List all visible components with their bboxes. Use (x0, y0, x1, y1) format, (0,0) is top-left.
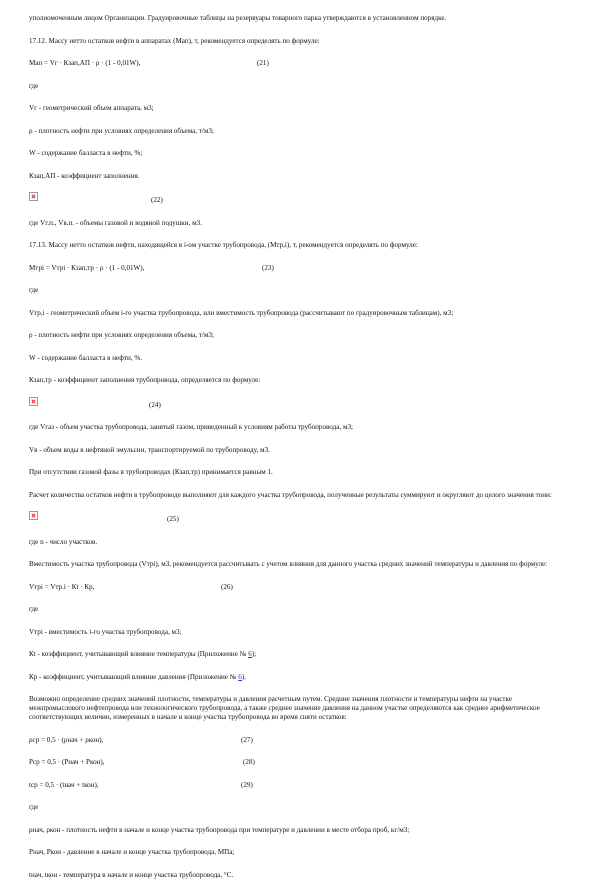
paragraph-text: Кt - коэффициент, учитывающий влияние температуры (Приложение № (29, 650, 249, 658)
formula-29 (29, 781, 569, 790)
paragraph: 17.13. Массу нетто остатков нефти, находящейся в i-ом участке трубопровода, (Мтр,i), т, рекомендуется определять по формуле: (29, 241, 418, 249)
broken-image-icon (29, 511, 38, 520)
paragraph: Кзап,тр - коэффициент заполнения трубопровода, определяется по формуле: (29, 376, 261, 384)
paragraph: Vтрi - вместимость i-го участка трубопровода, м3; (29, 627, 182, 636)
broken-image-icon (29, 192, 38, 201)
formula-number: (26) (221, 582, 233, 591)
paragraph: где n - число участков. (29, 537, 98, 546)
paragraph: ρ - плотность нефти при условиях определения объема, т/м3; (29, 331, 214, 339)
formula-21 (29, 59, 569, 68)
formula-text: Vтрi = Vтр.i · Кt · Кр, (29, 582, 95, 591)
paragraph: уполномоченным лицом Организации. Градуировочные таблицы на резервуары товарного парка утверждаются в установленном порядке. (29, 14, 447, 22)
paragraph: где Vгаз - объем участка трубопровода, занятый газом, приведенный к условиям работы трубопровода, м3; (29, 423, 353, 431)
formula-22 (29, 194, 569, 205)
formula-23 (29, 264, 569, 273)
formula-24 (29, 399, 569, 410)
formula-number: (27) (241, 735, 253, 744)
formula-number: (25) (167, 515, 179, 523)
paragraph-text: Кр - коэффициент, учитывающий влияние давления (Приложение № (29, 672, 239, 681)
paragraph: 17.12. Массу нетто остатков нефти в аппаратах (Мап), т, рекомендуется определять по формуле: (29, 36, 320, 45)
appendix-6-link[interactable]: 6 (248, 650, 252, 658)
formula-number: (23) (262, 263, 274, 272)
appendix-6-link[interactable]: 6 (238, 672, 242, 681)
paragraph: Vтр,i - геометрический объем i-го участка трубопровода, или вместимость трубопровода (рассчитывают по градуировочным таблицам), м3; (29, 308, 454, 317)
formula-text: Рср = 0,5 · (Рнач + Ркон), (29, 758, 105, 766)
formula-number: (24) (149, 400, 161, 409)
formula-number: (29) (241, 780, 253, 789)
formula-text: Мап = Vг · Кзап,АП · ρ · (1 - 0,01W), (29, 59, 141, 67)
paragraph: где (29, 605, 39, 613)
formula-text: Мтрi = Vтрi · Кзап,тр · ρ · (1 - 0,01W), (29, 263, 145, 272)
paragraph: tнач, tкон - температура в начале и конце участка трубопровода, °С. (29, 870, 234, 879)
paragraph: Вместимость участка трубопровода (Vтрi), м3, рекомендуется рассчитывать с учетом влияния для данного участка средних значений температуры и давления по формуле: (29, 560, 548, 568)
paragraph: Возможно определение средних значений плотности, температуры и давления расчетным путем. Средние значения плотности и температуры нефти на участке межпромыслового нефтепровода или технологического трубопровода, а также среднее значение давления на данном участке определяются как среднее арифметическое соответствующих величин, измеренных в начале и конце участка трубопровода во время сняти остатков: (29, 695, 540, 721)
paragraph-text: ); (251, 650, 257, 658)
formula-27 (29, 736, 569, 745)
paragraph: где Vг.п., Vв.п. - объемы газовой и водяной подушки, м3. (29, 218, 202, 227)
paragraph: где (29, 803, 39, 811)
paragraph: При отсутствии газовой фазы в трубопроводах (Кзап,тр) принимается равным 1. (29, 468, 273, 476)
formula-text: tср = 0,5 · (tнач + tкон), (29, 780, 99, 789)
paragraph: Расчет количества остатков нефти в трубопроводе выполняют для каждого участка трубопровода, полученные результаты суммируют и округляют до целого значения тонн: (29, 490, 552, 499)
broken-image-icon (29, 397, 38, 406)
formula-number: (21) (257, 59, 269, 67)
paragraph: ρнач, ρкон - плотность нефти в начале и конце участка трубопровода при температуре и давлении в месте отбора проб, кг/м3; (29, 825, 410, 834)
paragraph: Рнач, Ркон - давление в начале и конце участка трубопровода, МПа; (29, 848, 235, 856)
formula-25 (29, 513, 569, 524)
paragraph: Кзап,АП - коэффициент заполнения. (29, 171, 140, 180)
paragraph: ρ - плотность нефти при условиях определения объема, т/м3; (29, 126, 214, 135)
formula-number: (22) (151, 196, 163, 204)
paragraph: Vг - геометрический объем аппарата, м3; (29, 104, 154, 112)
paragraph (29, 673, 569, 682)
formula-text: ρср = 0,5 · (ρнач + ρкон), (29, 735, 104, 744)
paragraph: W - содержание балласта в нефти, %. (29, 353, 143, 362)
paragraph: где (29, 81, 39, 90)
document-body (29, 14, 569, 893)
formula-number: (28) (243, 758, 255, 766)
formula-28 (29, 758, 569, 767)
paragraph: Vв - объем воды в нефтяной эмульсии, транспортируемой по трубопроводу, м3. (29, 445, 270, 454)
formula-26 (29, 583, 569, 592)
paragraph: где (29, 286, 39, 294)
paragraph (29, 650, 569, 659)
paragraph: W - содержание балласта в нефти, %; (29, 149, 143, 157)
paragraph-text: ). (241, 672, 246, 681)
